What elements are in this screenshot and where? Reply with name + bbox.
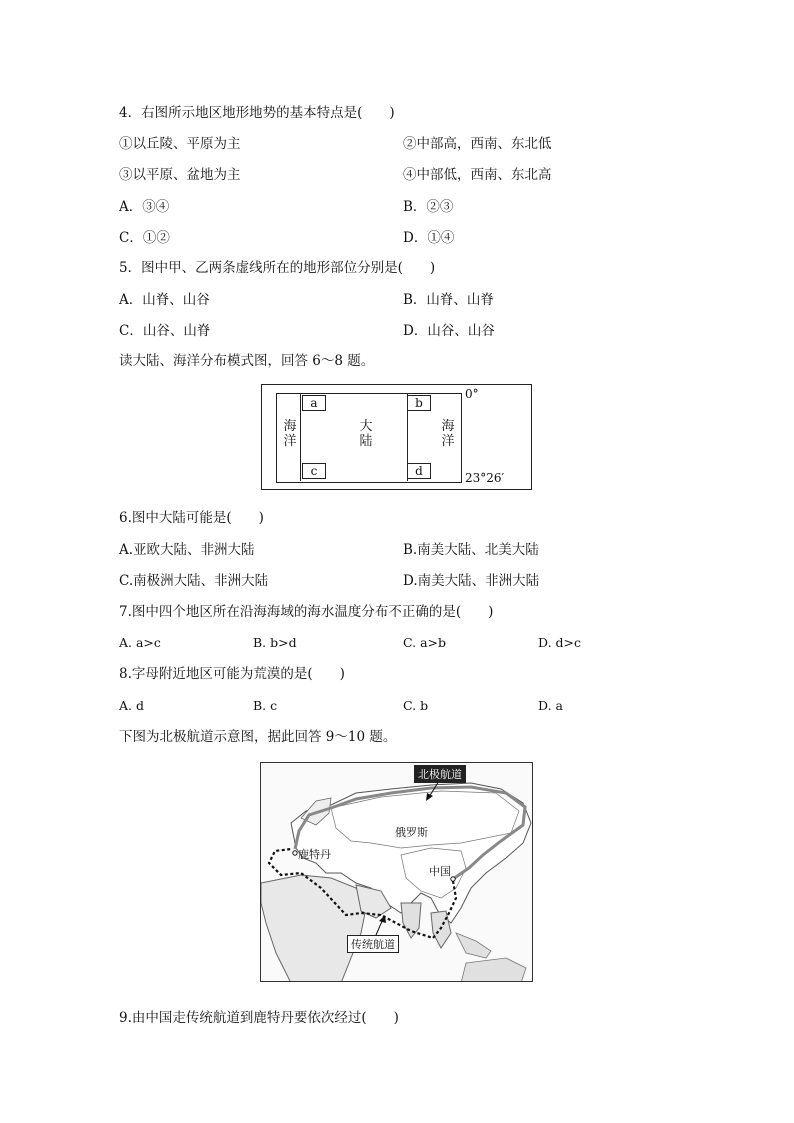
q5-option-c[interactable]: C．山谷、山脊: [119, 323, 211, 339]
q4-statement-4: ④中部低，西南、东北高: [403, 167, 552, 183]
q6-option-b[interactable]: B.南美大陆、北美大陆: [403, 542, 539, 558]
china-label: 中国: [429, 865, 451, 878]
q4-option-a[interactable]: A．③④: [119, 199, 170, 215]
q8-option-d[interactable]: D. a: [538, 698, 563, 713]
q4-statement-3: ③以平原、盆地为主: [119, 167, 241, 183]
box-c: c: [302, 463, 326, 479]
q4-option-c[interactable]: C．①②: [119, 230, 170, 246]
q8-option-c[interactable]: C. b: [403, 698, 429, 713]
latitude-bottom-label: 23°26′: [465, 471, 505, 485]
traditional-route-label: 传统航道: [347, 935, 399, 953]
intro-9-10: 下图为北极航道示意图，据此回答 9～10 题。: [119, 729, 397, 745]
q4-statement-1: ①以丘陵、平原为主: [119, 136, 241, 152]
continent-label: 大 陆: [359, 419, 373, 449]
q8-option-a[interactable]: A. d: [119, 698, 144, 713]
arctic-route-map: [260, 762, 533, 982]
rotterdam-label: 鹿特丹: [298, 848, 331, 861]
q7-option-d[interactable]: D. d>c: [538, 635, 581, 650]
q8-stem: 8.字母附近地区可能为荒漠的是( ): [119, 666, 345, 682]
q7-option-c[interactable]: C. a>b: [403, 635, 446, 650]
q5-option-b[interactable]: B．山脊、山脊: [403, 292, 494, 308]
box-a: a: [302, 395, 326, 411]
q6-stem: 6.图中大陆可能是( ): [119, 510, 264, 526]
q4-statement-2: ②中部高，西南、东北低: [403, 136, 552, 152]
q5-option-d[interactable]: D．山谷、山谷: [403, 323, 495, 339]
q5-option-a[interactable]: A．山脊、山谷: [119, 292, 210, 308]
traditional-label-arrowhead: [379, 915, 386, 923]
box-d: d: [407, 463, 431, 479]
q9-stem: 9.由中国走传统航道到鹿特丹要依次经过( ): [119, 1010, 399, 1026]
box-b: b: [407, 395, 431, 411]
q6-option-c[interactable]: C.南极洲大陆、非洲大陆: [119, 573, 269, 589]
q6-option-a[interactable]: A.亚欧大陆、非洲大陆: [119, 542, 255, 558]
q4-option-b[interactable]: B．②③: [403, 199, 454, 215]
q7-option-a[interactable]: A. a>c: [119, 635, 161, 650]
australia-landmass: [461, 958, 526, 982]
q6-option-d[interactable]: D.南美大陆、非洲大陆: [403, 573, 540, 589]
ocean-left-label: 海 洋: [283, 419, 297, 449]
q8-option-b[interactable]: B. c: [253, 698, 278, 713]
continent-ocean-diagram: [261, 384, 532, 490]
arctic-route-label: 北极航道: [414, 765, 466, 783]
q7-option-b[interactable]: B. b>d: [253, 635, 297, 650]
latitude-top-label: 0°: [465, 387, 479, 401]
rotterdam-point: [293, 851, 297, 855]
q4-stem: 4．右图所示地区地形地势的基本特点是( ): [119, 105, 395, 121]
q5-stem: 5．图中甲、乙两条虚线所在的地形部位分别是( ): [119, 260, 436, 276]
intro-6-8: 读大陆、海洋分布模式图，回答 6～8 题。: [119, 353, 375, 369]
africa-landmass: [261, 875, 366, 982]
q4-option-d[interactable]: D．①④: [403, 230, 455, 246]
russia-label: 俄罗斯: [395, 826, 428, 839]
china-port-point: [451, 877, 455, 881]
islands: [456, 933, 491, 958]
ocean-right-label: 海 洋: [441, 419, 455, 449]
q7-stem: 7.图中四个地区所在沿海海域的海水温度分布不正确的是( ): [119, 604, 494, 620]
